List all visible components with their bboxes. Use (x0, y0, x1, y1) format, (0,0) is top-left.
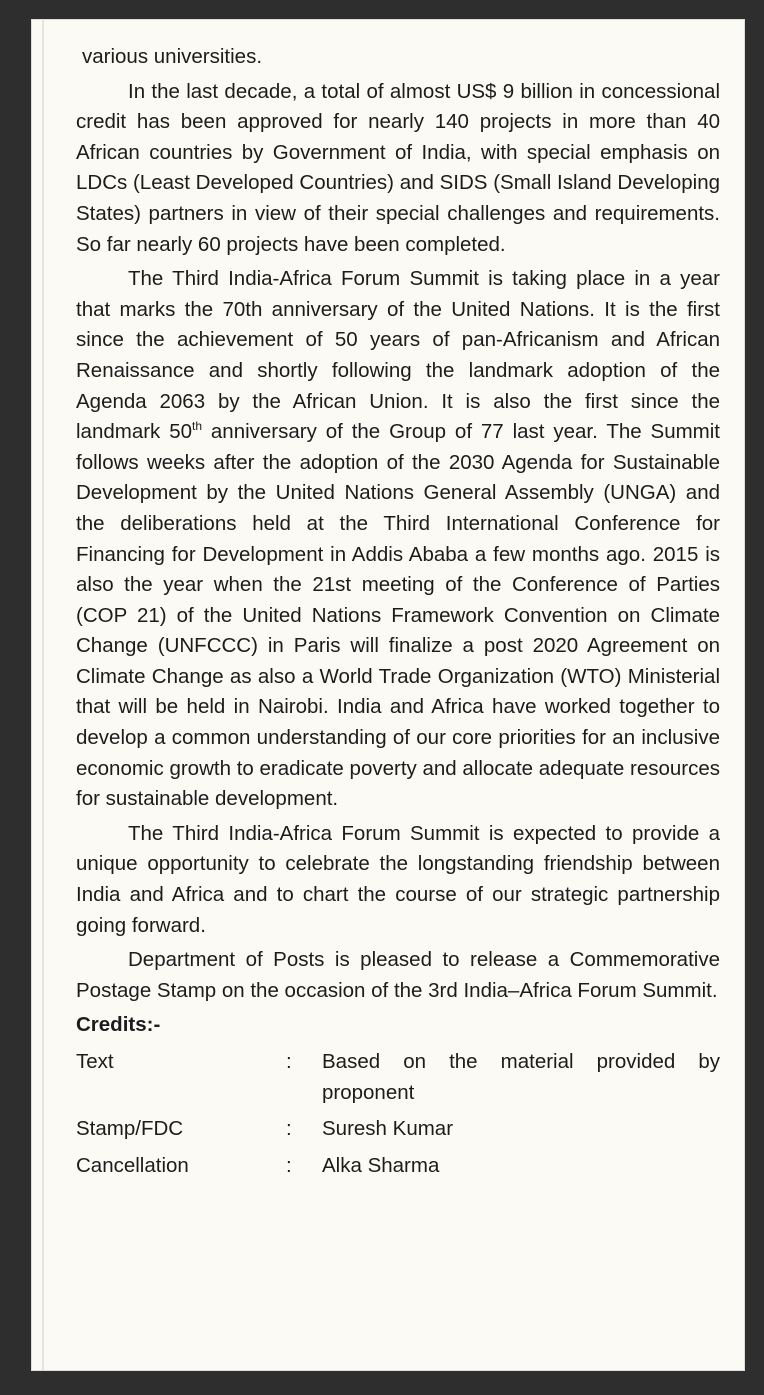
credit-value: Based on the material provided by proponent (322, 1050, 720, 1104)
credit-label: Text (76, 1050, 114, 1073)
credit-separator: : (286, 1050, 292, 1073)
credits-heading: Credits:- (76, 1013, 161, 1037)
credit-separator: : (286, 1153, 292, 1177)
paragraph-summit-opportunity: The Third India-Africa Forum Summit is expected to provide a unique opportunity to celebrate the longstanding friendship between India and Africa and to chart the course of our strategic partnership going forward. (76, 821, 720, 937)
paragraph-intro-tail: various universities. (82, 45, 263, 68)
credit-value: Alka Sharma (322, 1153, 440, 1177)
page-content (76, 42, 720, 1187)
credit-row-text (76, 1047, 720, 1108)
credit-row-stamp-fdc (76, 1114, 720, 1145)
credit-label: Cancellation (76, 1153, 189, 1177)
paragraph-concessional-credit: In the last decade, a total of almost US$ 9 billion in concessional credit has been approved for nearly 140 projects in more than 40 African countries by Government of India, with special emphasis on LDCs (Least Developed Countries) and SIDS (Small Island Developing States) partners in view of their special challenges and requirements. So far nearly 60 projects have been completed. (76, 79, 720, 256)
credit-row-cancellation (76, 1151, 720, 1182)
paragraph-summit-context (76, 264, 720, 815)
paragraph-stamp-release: Department of Posts is pleased to release a Commemorative Postage Stamp on the occasion of the 3rd India–Africa Forum Summit. (76, 948, 720, 1002)
ordinal-superscript: th (192, 419, 203, 434)
credit-label: Stamp/FDC (76, 1117, 184, 1141)
summit-text-part-2: anniversary of the Group of 77 last year. The Summit follows weeks after the adoption of the 2030 Agenda for Sustainable Development by the United Nations General Assembly (UNGA) and the deliberations held at the Third International Conference for Financing for Development in Addis Ababa a few months ago. 2015 is also the year when the 21st meeting of the Conference of Parties (COP 21) of the United Nations Framework Convention on Climate Change (UNFCCC) in Paris will finalize a post 2020 Agreement on Climate Change as also a World Trade Organization (WTO) Ministerial that will be held in Nairobi. India and Africa have worked together to develop a common understanding of our core priorities for an inclusive economic growth to eradicate poverty and allocate adequate resources for sustainable development. (76, 420, 720, 811)
page-fold-edge (42, 20, 44, 1370)
credit-value: Suresh Kumar (322, 1117, 454, 1141)
summit-text-part-1: The Third India-Africa Forum Summit is taking place in a year that marks the 70th anniversary of the United Nations. It is the first since the achievement of 50 years of pan-Africanism and African Renaissance and shortly following the landmark adoption of the Agenda 2063 by the African Union. It is also the first since the landmark 50 (76, 267, 720, 444)
credit-separator: : (286, 1117, 292, 1141)
